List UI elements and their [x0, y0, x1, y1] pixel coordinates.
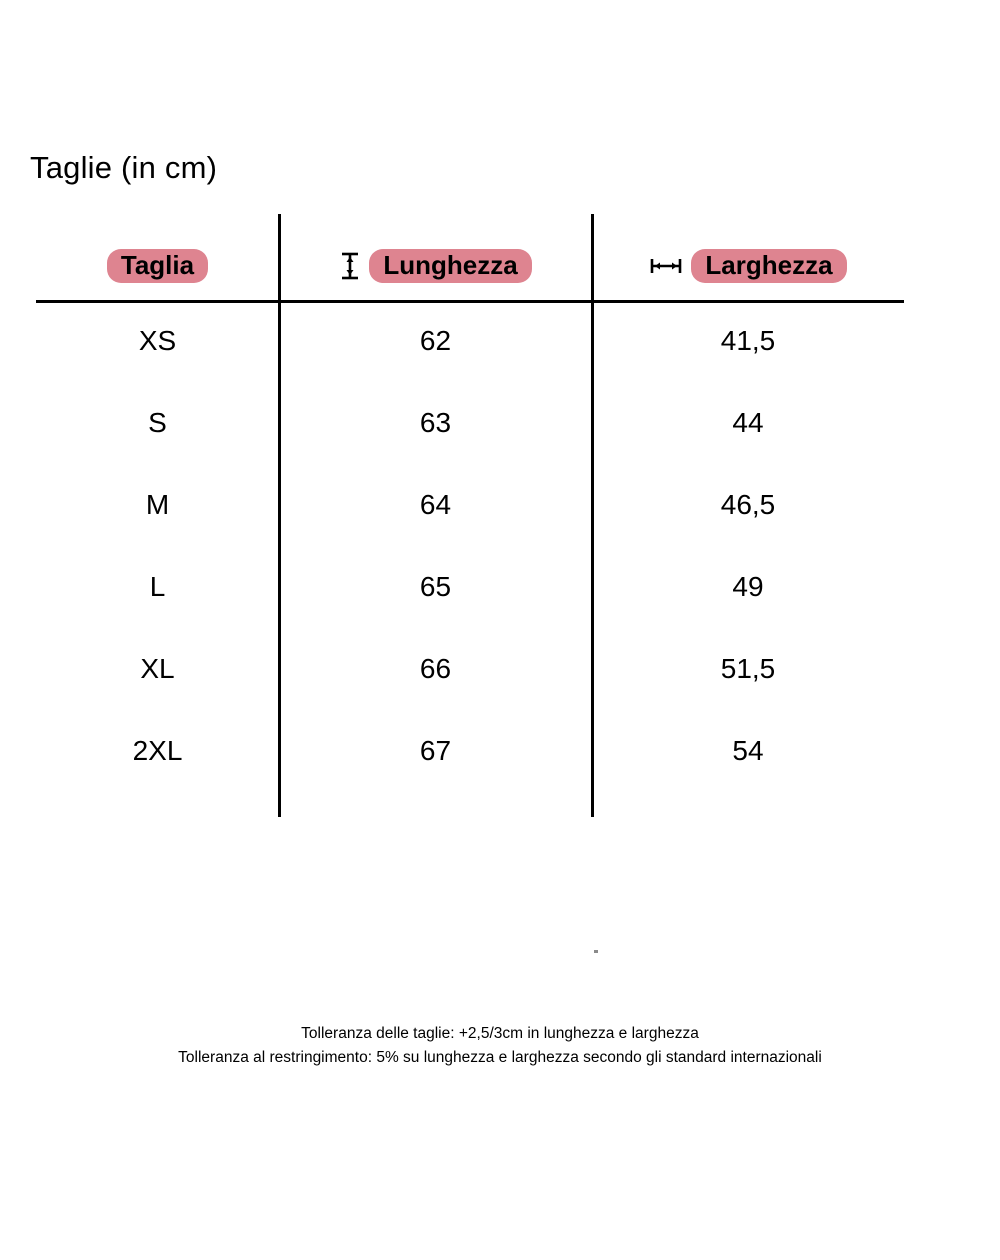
table-header [36, 214, 904, 300]
stray-mark [594, 950, 598, 953]
table-body [36, 300, 904, 792]
table-row [36, 710, 904, 792]
column-divider-1 [278, 214, 281, 817]
header-rule [36, 300, 904, 303]
footnote-tolerance: Tolleranza delle taglie: +2,5/3cm in lunghezza e larghezza [301, 1025, 699, 1042]
cell-width: 54 [732, 735, 764, 766]
footnotes [0, 1022, 1000, 1070]
column-header-width-label: Larghezza [691, 249, 846, 284]
column-header-size [36, 214, 279, 300]
cell-width: 49 [732, 571, 764, 602]
table-row [36, 546, 904, 628]
cell-width: 41,5 [720, 325, 776, 356]
size-table-container [36, 214, 904, 792]
column-header-length [279, 214, 592, 300]
cell-length: 64 [419, 489, 452, 520]
cell-width: 44 [732, 407, 764, 438]
page-title: Taglie (in cm) [30, 150, 218, 185]
cell-width: 46,5 [720, 489, 776, 520]
horizontal-measure-icon [649, 255, 683, 277]
cell-width: 51,5 [720, 653, 776, 684]
vertical-measure-icon [339, 251, 361, 281]
cell-length: 67 [419, 735, 452, 766]
column-header-length-label: Lunghezza [369, 249, 531, 284]
table-header-row [36, 214, 904, 300]
column-divider-2 [591, 214, 594, 817]
cell-size: XS [138, 325, 177, 356]
cell-size: S [148, 407, 167, 438]
cell-length: 62 [419, 325, 452, 356]
table-row [36, 300, 904, 382]
column-header-size-label: Taglia [107, 249, 208, 284]
column-header-width [592, 214, 904, 300]
cell-length: 65 [419, 571, 452, 602]
table-row [36, 628, 904, 710]
cell-size: M [145, 489, 170, 520]
cell-size: XL [140, 653, 175, 684]
table-row [36, 382, 904, 464]
cell-size: 2XL [132, 735, 183, 766]
cell-length: 63 [419, 407, 452, 438]
footnote-shrinkage: Tolleranza al restringimento: 5% su lunghezza e larghezza secondo gli standard internazionali [178, 1049, 822, 1067]
table-row [36, 464, 904, 546]
cell-size: L [149, 571, 166, 602]
cell-length: 66 [419, 653, 452, 684]
